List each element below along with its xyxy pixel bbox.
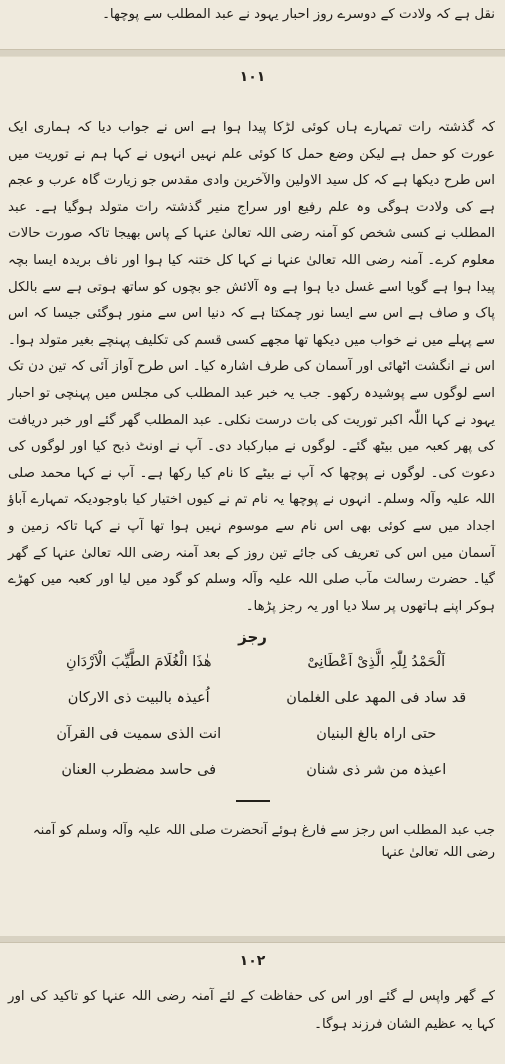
book-page-101 — [0, 56, 505, 936]
verse-line: اُعیذہ بالبیت ذی الارکان — [67, 690, 210, 707]
page-number: ۱۰۲ — [239, 953, 266, 969]
page-number: ۱۰۱ — [239, 69, 266, 85]
rajaz-heading: رجز — [238, 628, 267, 647]
body-paragraph: کے گھر واپس لے گئے اور اس کی حفاظت کے لئے آمنہ رضی اللہ عنہا کو تاکید کی اور کہا یہ عظیم الشان فرزند ہوگا۔ — [8, 989, 495, 1032]
verse-line: حتی اراہ بالغ البنیان — [316, 726, 437, 743]
verse-line: اَلْحَمْدُ لِلّٰہِ الَّذِیْ اَعْطَانِیْ — [307, 654, 446, 671]
verse-line: انت الذی سمیت فی القرآن — [56, 726, 222, 743]
verse-line: فی حاسد مضطرب العنان — [61, 762, 217, 779]
previous-page-last-line: نقل ہے کہ ولادت کے دوسرے روز احبار یہود نے عبد المطلب سے پوچھا۔ — [102, 7, 495, 22]
verse-line: اعیذہ من شر ذی شنان — [306, 762, 447, 779]
body-paragraph: کہ گذشتہ رات تمہارے ہاں کوئی لڑکا پیدا ہوا ہے اس نے جواب دیا کہ ہماری ایک عورت کو حمل ہے لیکن وضع حمل کا کوئی علم نہیں انہوں نے کہا ہم نے توریت میں اس طرح دیکھا ہے کہ کل سید الاولین والآخرین وادی مقدس جو زیارت گاہ عرب و عجم ہے کی ولادت ہوگی وہ علم رفیع اور سراج منیر گذشتہ رات متولد ہوگیا ہے۔ عبد المطلب نے کسی شخص کو آمنہ رضی اللہ تعالیٰ عنہا کے پاس بھیجا تاکہ صورت حالات معلوم کرے۔ آمنہ رضی اللہ تعالیٰ عنہا نے کہا کل ختنہ کیا ہوا اور ناف بریدہ ایسا بچہ پیدا ہوا ہے گویا اسے غسل دیا ہوا ہے وہ آلائش جو بچوں کو ساتھ ہوتی ہے سے بالکل پاک و صاف ہے اس سے ایسا نور چمکتا ہے کہ دنیا اس سے منور ہوگئی جیسا کہ اس سے پہلے میں نے خواب میں دیکھا تھا مجھے کسی قسم کی تکلیف پہنچے بغیر متولد ہوا۔ اس نے انگشت اٹھائی اور آسمان کی طرف اشارہ کیا۔ اس طرح آواز آئی کہ تین دن تک اسے لوگوں سے پوشیدہ رکھو۔ جب یہ خبر عبد المطلب کی مجلس میں پہنچی تو احبار یہود نے کہا اللّٰہ اکبر توریت کی بات درست نکلی۔ عبد المطلب گھر گئے اور خبر دریافت کی پھر کعبہ میں بیٹھ گئے۔ لوگوں نے مبارکباد دی۔ آپ نے اونٹ ذبح کیا اور لوگوں کی دعوت کی۔ لوگوں نے پوچھا کہ آپ نے بیٹے کا نام کیا رکھا ہے۔ آپ نے کہا محمد صلی اللہ علیہ وآلہ وسلم۔ انہوں نے پوچھا یہ نام تم نے کیوں اختیار کیا باوجودیکہ تمہارے آباؤ اجداد میں سے کوئی بھی اس نام سے موسوم نہیں ہوا تھا آپ نے کہا تاکہ زمین و آسمان میں اس کی تعریف کی جائے تین روز کے بعد آمنہ رضی اللہ تعالیٰ عنہا کے گھر گیا۔ حضرت رسالت مآب صلی اللہ علیہ وآلہ وسلم کو گود میں لیا اور کعبہ میں کھڑے ہوکر اپنے ہاتھوں پر سلا دیا اور یہ رجز پڑھا۔ — [8, 120, 495, 614]
previous-page-fragment — [0, 0, 505, 50]
verse-line: قد ساد فی المھد علی الغلمان — [286, 690, 467, 707]
section-divider — [236, 800, 270, 802]
book-page-102 — [0, 942, 505, 1064]
verse-line: ھٰذَا الْغُلَامَ الطَّیِّبَ الْاَرْدَانِ — [65, 654, 212, 671]
verse-grid — [40, 652, 475, 780]
closing-line: جب عبد المطلب اس رجز سے فارغ ہوئے آنحضرت صلی اللہ علیہ وآلہ وسلم کو آمنہ رضی اللہ تعالیٰ عنہا — [32, 823, 495, 861]
